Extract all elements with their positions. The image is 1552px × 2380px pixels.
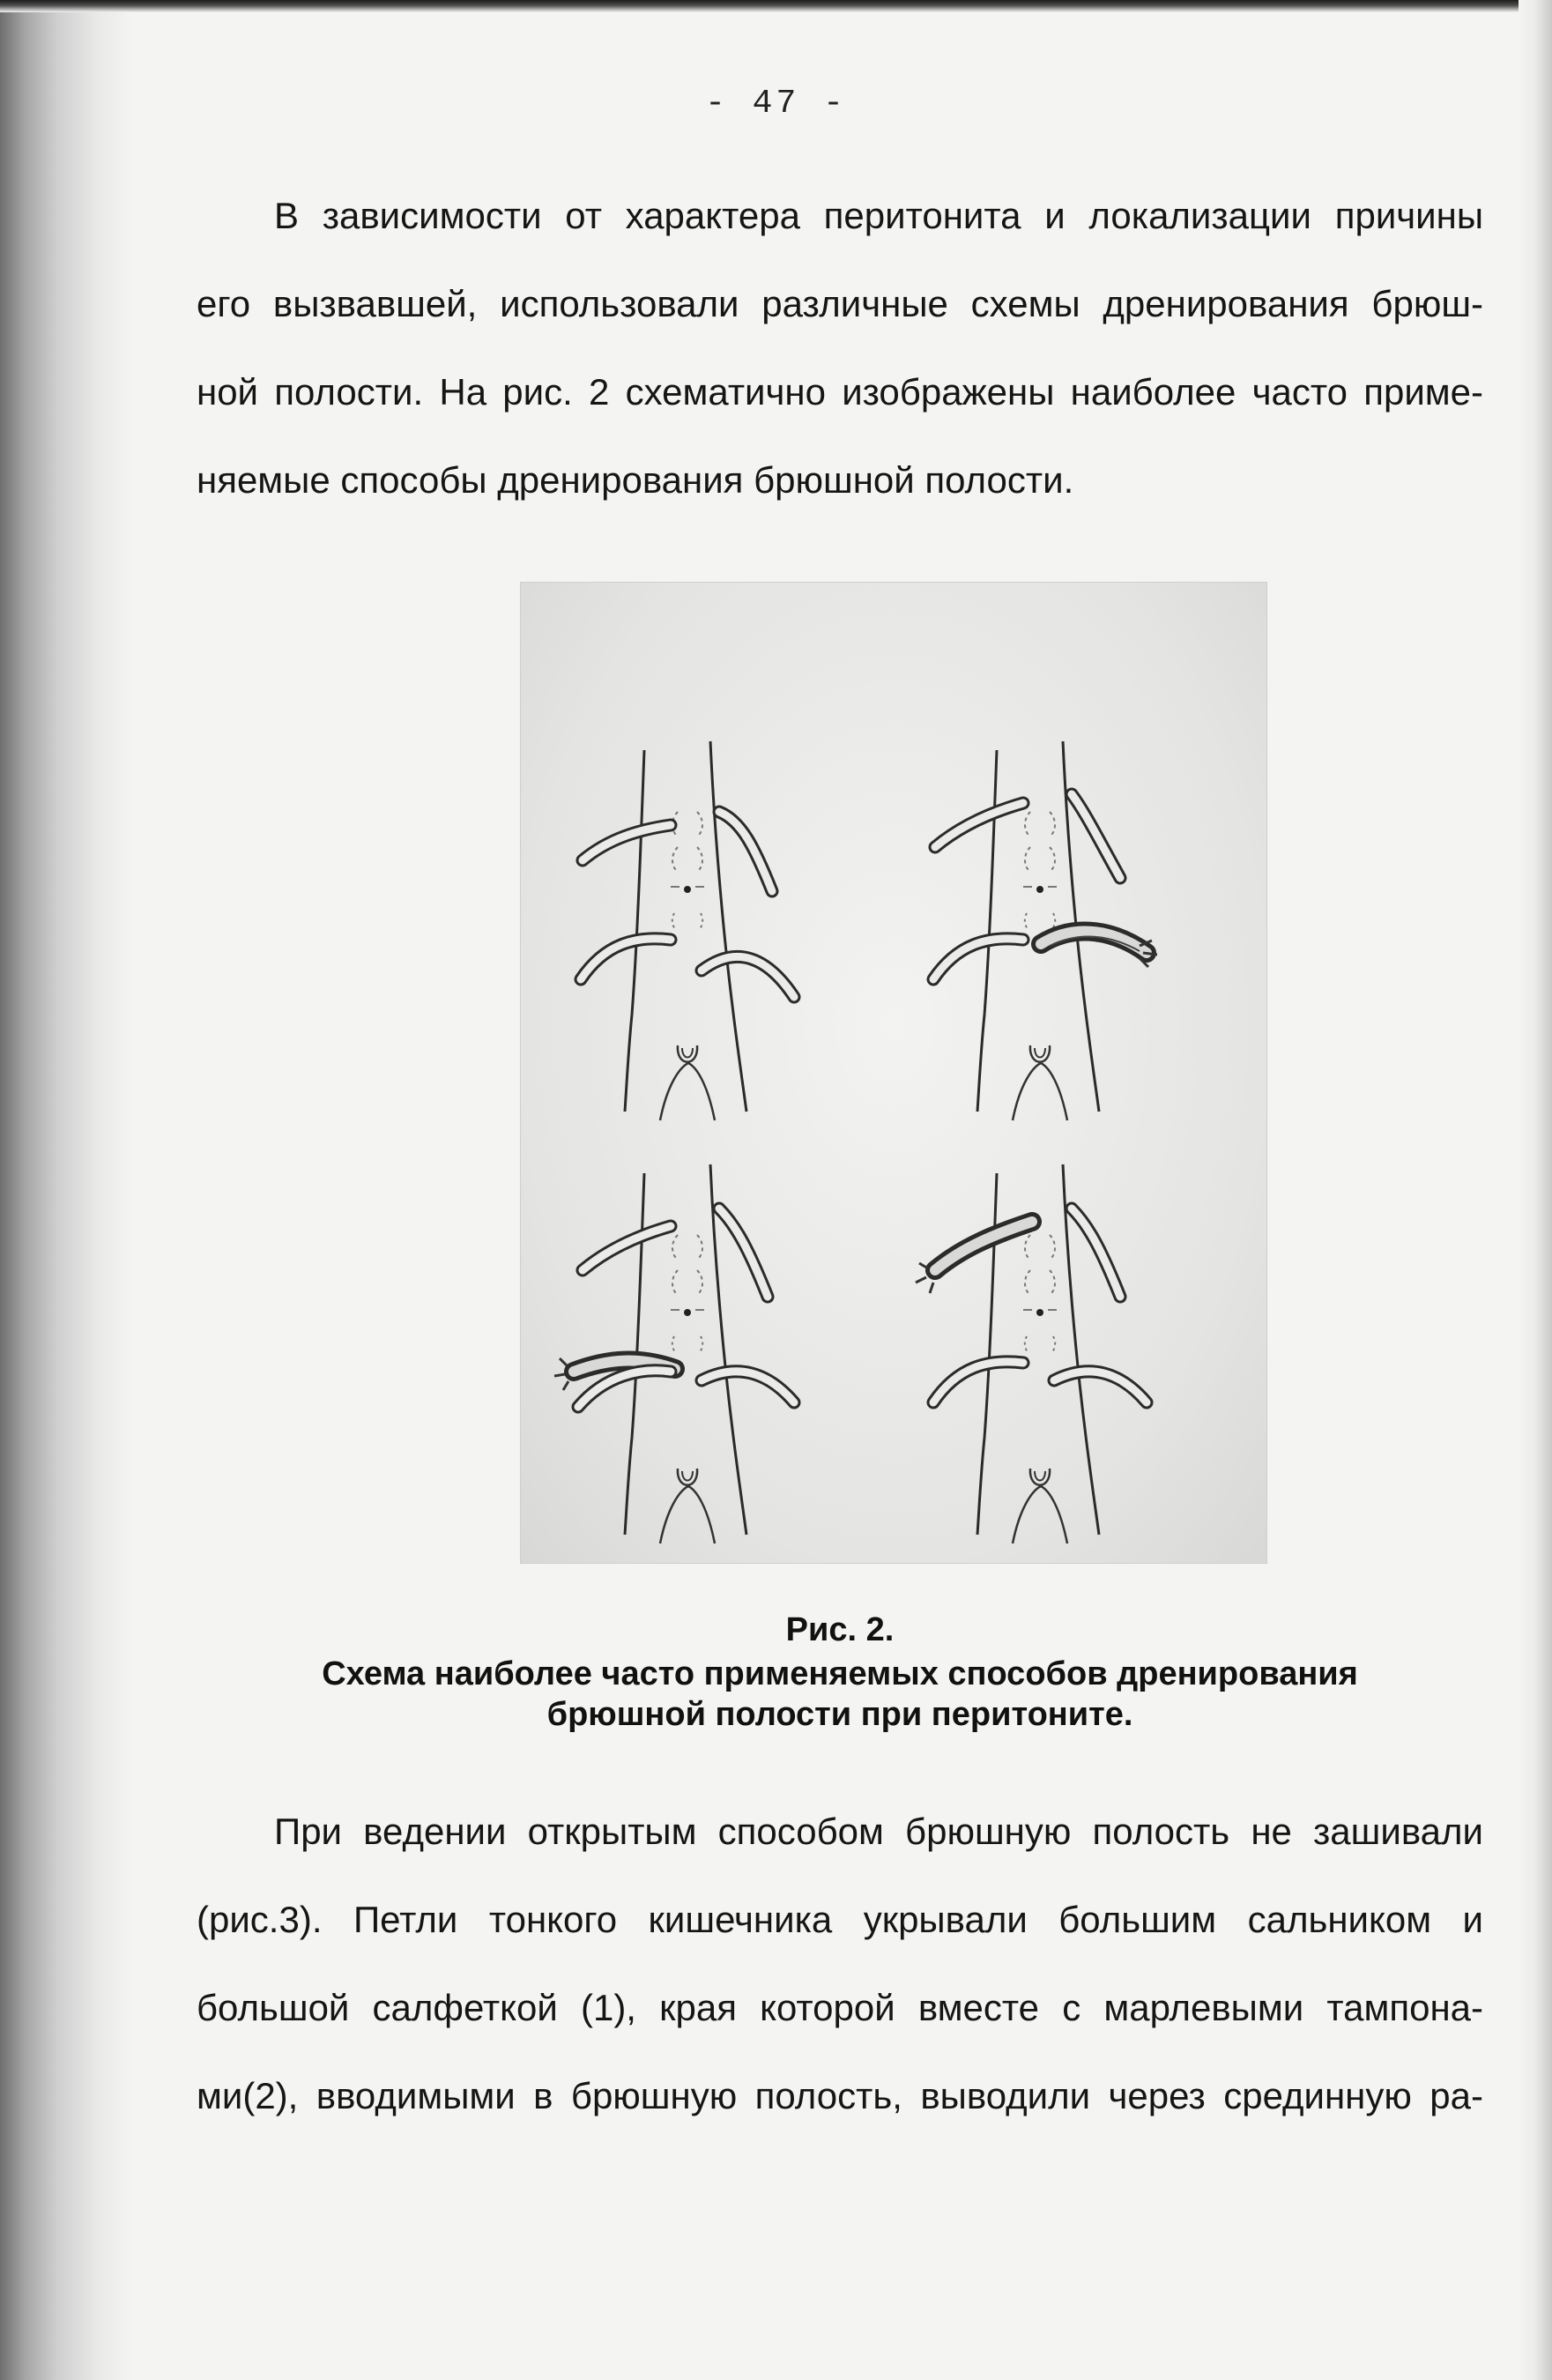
- page-number: - 47 -: [705, 85, 847, 123]
- paragraph-line: большой салфеткой (1), края которой вместе с марлевыми тампона-: [197, 1987, 1483, 2028]
- intro-paragraph: [197, 172, 1483, 524]
- paragraph-line: (рис.3). Петли тонкого кишечника укрывали большим сальником и: [197, 1899, 1483, 1940]
- figure-drainage-schemes: [520, 582, 1267, 1564]
- paragraph-line: его вызвавшей, использовали различные схемы дренирования брюш-: [197, 283, 1483, 324]
- scan-shadow-left: [0, 0, 132, 2380]
- paragraph-line: ми(2), вводимыми в брюшную полость, выводили через срединную ра-: [197, 2075, 1483, 2116]
- paragraph-line: няемые способы дренирования брюшной полости.: [197, 459, 1074, 501]
- paragraph-line: ной полости. На рис. 2 схематично изображены наиболее часто приме-: [197, 371, 1483, 413]
- open-method-paragraph: [197, 1788, 1483, 2140]
- scheme-panel-4: [916, 1164, 1147, 1543]
- scheme-panel-1: [581, 741, 794, 1120]
- scheme-panel-2: [933, 741, 1157, 1120]
- paragraph-line: При ведении открытым способом брюшную полость не зашивали: [274, 1811, 1483, 1852]
- figure-number: Рис. 2.: [785, 1611, 895, 1648]
- scan-shadow-right: [1519, 0, 1552, 2380]
- scheme-panel-3: [554, 1164, 794, 1543]
- paragraph-line: В зависимости от характера перитонита и локализации причины: [274, 195, 1483, 236]
- figure-title-line: брюшной полости при перитоните.: [546, 1696, 1133, 1733]
- figure-title: [197, 1654, 1483, 1735]
- drainage-diagram: [521, 583, 1266, 1563]
- scan-shadow-top: [0, 0, 1552, 12]
- figure-title-line: Схема наиболее часто применяемых способов дренирования: [322, 1655, 1358, 1692]
